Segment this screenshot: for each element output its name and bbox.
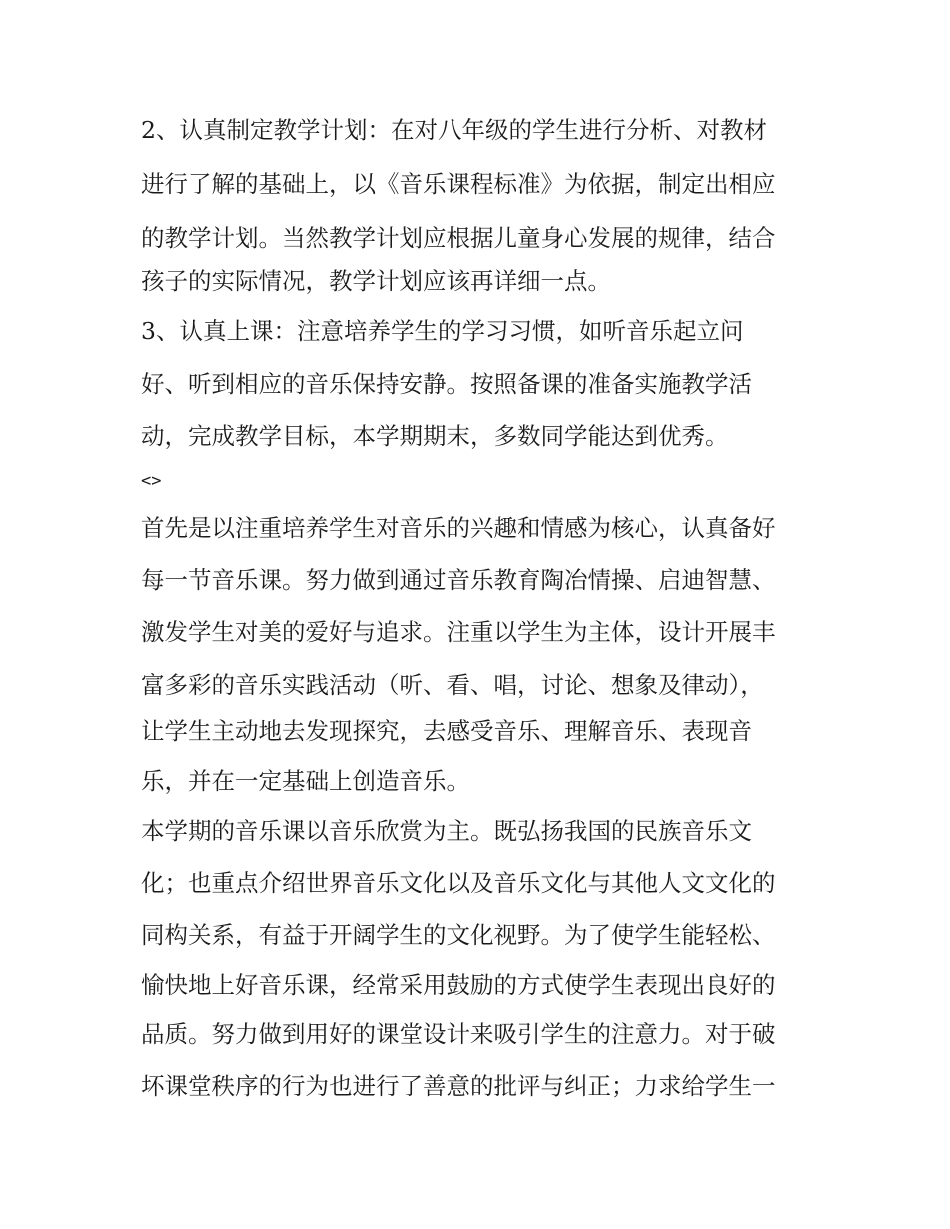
text-line: 化；也重点介绍世界音乐文化以及音乐文化与其他人文文化的 xyxy=(141,869,776,897)
text-line: 激发学生对美的爱好与追求。注重以学生为主体，设计开展丰 xyxy=(141,618,776,646)
text-line: 的教学计划。当然教学计划应根据儿童身心发展的规律，结合 xyxy=(141,224,776,252)
text-line: 富多彩的音乐实践活动（听、看、唱，讨论、想象及律动）， xyxy=(141,671,764,699)
text-line: <> xyxy=(141,471,162,491)
text-line: 3、认真上课：注意培养学生的学习习惯，如听音乐起立问 xyxy=(141,317,744,345)
text-line: 让学生主动地去发现探究，去感受音乐、理解音乐、表现音 xyxy=(141,717,752,745)
text-line: 本学期的音乐课以音乐欣赏为主。既弘扬我国的民族音乐文 xyxy=(141,817,752,845)
text-line: 同构关系，有益于开阔学生的文化视野。为了使学生能轻松、 xyxy=(141,921,776,949)
text-line: 动，完成教学目标，本学期期末，多数同学能达到优秀。 xyxy=(141,422,729,450)
text-line: 坏课堂秩序的行为也进行了善意的批评与纠正；力求给学生一 xyxy=(141,1072,776,1100)
text-line: 好、听到相应的音乐保持安静。按照备课的准备实施教学活 xyxy=(141,370,752,398)
text-line: 每一节音乐课。努力做到通过音乐教育陶冶情操、启迪智慧、 xyxy=(141,566,776,594)
text-line: 孩子的实际情况，教学计划应该再详细一点。 xyxy=(141,267,611,295)
text-line: 愉快地上好音乐课，经常采用鼓励的方式使学生表现出良好的 xyxy=(141,971,776,999)
text-line: 品质。努力做到用好的课堂设计来吸引学生的注意力。对于破 xyxy=(141,1020,776,1048)
text-line: 进行了解的基础上，以《音乐课程标准》为依据，制定出相应 xyxy=(141,170,776,198)
text-line: 2、认真制定教学计划：在对八年级的学生进行分析、对教材 xyxy=(141,116,767,144)
text-line: 首先是以注重培养学生对音乐的兴趣和情感为核心，认真备好 xyxy=(141,514,776,542)
text-line: 乐，并在一定基础上创造音乐。 xyxy=(141,767,470,795)
